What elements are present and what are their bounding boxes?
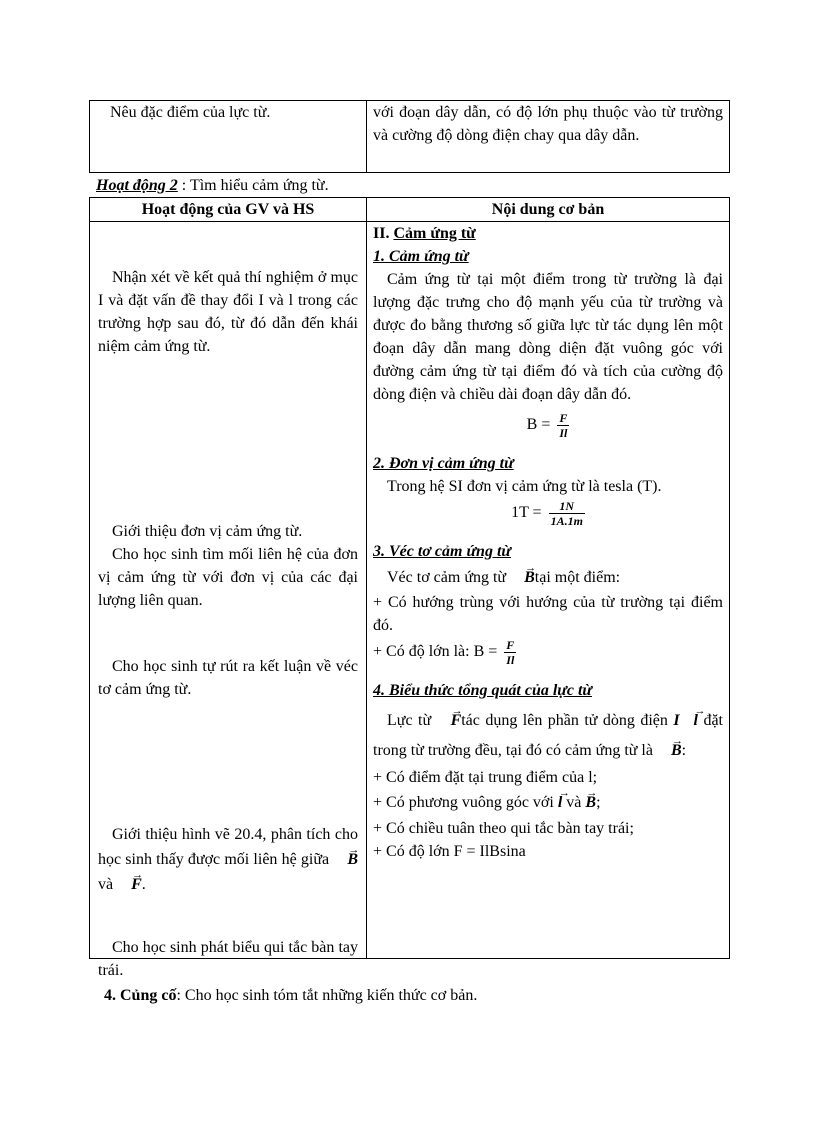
left-p5-end: . (141, 876, 146, 893)
section-heading (373, 222, 723, 245)
bullet-2 (373, 789, 723, 817)
top-table-left-cell (90, 101, 367, 173)
right-p4 (373, 702, 723, 766)
top-table-right-cell (367, 101, 730, 173)
vector-b-symbol: → B (585, 791, 596, 811)
header-right: Nội dung cơ bản (367, 198, 730, 222)
consolidation-label: 4. Củng cố (104, 987, 177, 1004)
activity-label: Hoạt động 2 (96, 177, 178, 194)
vector-l-symbol: → l (558, 791, 562, 811)
vector-f-symbol: → F (437, 709, 462, 729)
right-p4-mid2: đặt trong từ trường đều, tại đó có cảm ứng từ là (373, 712, 723, 759)
header-left: Hoạt động của GV và HS (90, 198, 367, 222)
left-p5-text: Giới thiệu hình vẽ 20.4, phân tích cho học sinh thấy được mối liên hệ giữa (98, 826, 358, 868)
left-p6: Cho học sinh phát biểu qui tắc bàn tay trái. (98, 939, 358, 979)
right-p4-mid: tác dụng lên phần tử dòng điện (461, 712, 674, 729)
formula-b-den: Il (559, 425, 568, 440)
formula-b-fraction (557, 411, 569, 440)
activity-title (96, 175, 329, 197)
bullet-2-and: và (562, 794, 586, 811)
vector-f-symbol: → F (117, 873, 142, 893)
top-right-text: với đoạn dây dẫn, có độ lớn phụ thuộc vào từ trường và cường độ dòng điện chay qua dây dẫn. (373, 104, 723, 144)
left-p5-and: và (98, 876, 118, 893)
vector-b-symbol: → B (657, 739, 682, 759)
top-table (89, 100, 730, 173)
main-table (89, 197, 730, 979)
right-p2: Trong hệ SI đơn vị cảm ứng từ là tesla (T). (387, 478, 662, 495)
formula-b2-num: F (506, 637, 515, 652)
heading-4: 4. Biểu thức tổng quát của lực từ (373, 682, 592, 699)
formula-b-num: F (559, 410, 568, 425)
bullet-2-end: ; (596, 794, 601, 811)
formula-tesla-lhs: 1T = (511, 504, 546, 521)
right-p3-bullet-1: + Có hướng trùng với hướng của từ trường tại điểm đó. (373, 594, 723, 634)
left-p4: Cho học sinh tự rút ra kết luận về véc tơ cảm ứng từ. (98, 658, 358, 698)
consolidation-text: : Cho học sinh tóm tắt những kiến thức cơ bản. (176, 987, 478, 1004)
bullet-4: + Có độ lớn F = IlBsina (373, 843, 526, 860)
right-p4-text: Lực từ (387, 712, 437, 729)
vector-b-symbol: → B (510, 566, 535, 586)
section-title: Cảm ứng từ (393, 225, 476, 242)
right-p1: Cảm ứng từ tại một điểm trong từ trường là đại lượng đặc trưng cho độ mạnh yếu của từ trường và được đo bằng thương số giữa lực từ tác dụng lên một đoạn dây dẫn mang dòng diện đặt vuông góc với đường cảm ứng từ tại điểm đó và tích của cường độ dòng điện và chiều dài đoạn dây dẫn đó. (373, 271, 723, 403)
section-prefix: II. (373, 225, 394, 242)
bullet-3: + Có chiều tuân theo qui tắc bàn tay trái; (373, 820, 634, 837)
bullet-1: + Có điểm đặt tại trung điểm của l; (373, 769, 598, 786)
bullet-2-text: + Có phương vuông góc với (373, 794, 558, 811)
activity-title-text: : Tìm hiểu cảm ứng từ. (177, 177, 329, 194)
heading-1: 1. Cảm ứng từ (373, 248, 469, 265)
formula-b (373, 406, 723, 452)
formula-b-lhs: B = (526, 416, 555, 433)
consolidation-line (104, 985, 477, 1007)
left-p5 (98, 822, 358, 897)
top-left-text: Nêu đặc điểm của lực từ. (110, 104, 271, 121)
formula-tesla-fraction (549, 499, 585, 528)
right-p3-post: tại một điểm: (534, 569, 621, 586)
formula-tesla-num: 1N (549, 499, 585, 514)
right-p3 (373, 563, 723, 591)
left-p1: Nhận xét về kết quả thí nghiệm ở mục I và đặt vấn đề thay đổi I và l trong các trường hợp sau đó, từ đó dẫn đến khái niệm cảm ứng từ. (98, 269, 358, 355)
right-p3-bullet-2 (373, 637, 723, 679)
left-p3: Cho học sinh tìm mối liên hệ của đơn vị cảm ứng từ với đơn vị của các đại lượng liên quan. (98, 546, 358, 609)
heading-2: 2. Đơn vị cảm ứng từ (373, 455, 514, 472)
left-cell (90, 222, 367, 979)
right-cell (367, 222, 730, 959)
current-i-symbol: I (673, 712, 680, 729)
vector-l-symbol: → l (680, 709, 698, 729)
formula-b2-fraction (504, 638, 516, 667)
right-p3-bullet-2-text: + Có độ lớn là: B = (373, 643, 502, 660)
formula-b2-den: Il (506, 652, 515, 667)
formula-tesla (373, 498, 723, 540)
left-p2: Giới thiệu đơn vị cảm ứng từ. (112, 523, 303, 540)
right-p4-end: : (681, 742, 687, 759)
heading-3: 3. Véc tơ cảm ứng từ (373, 543, 511, 560)
vector-b-symbol: → B (333, 848, 358, 868)
formula-tesla-den: 1A.1m (550, 513, 583, 528)
right-p3-text: Véc tơ cảm ứng từ (387, 569, 511, 586)
